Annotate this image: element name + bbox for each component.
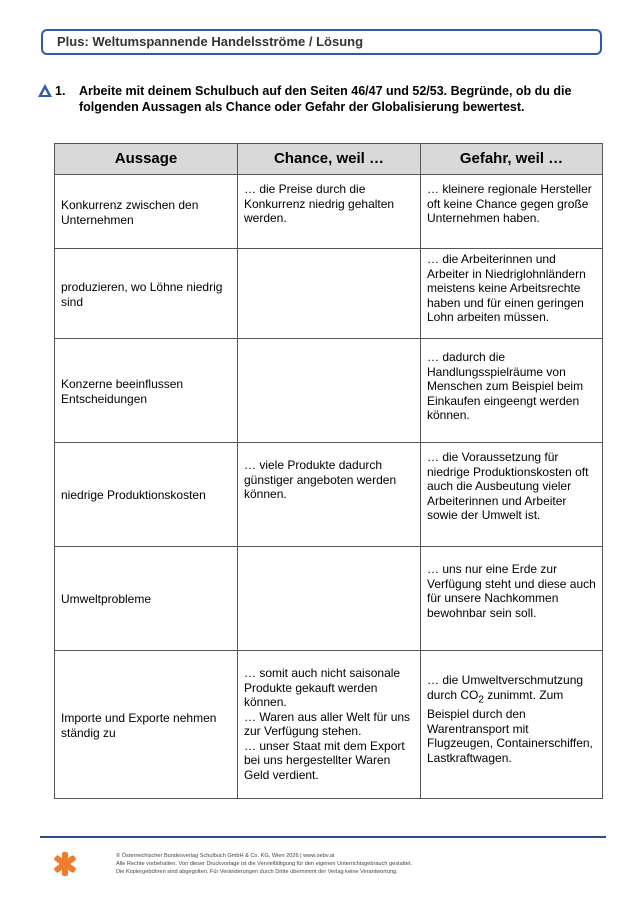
gefahr-text-end: zunimmt. Zum Beispiel durch den Warentransport mit Flugzeugen, Containerschiffen, Lastkraftwagen.	[427, 687, 593, 765]
cell-gefahr: … kleinere regionale Hersteller oft keine Chance gegen große Unternehmen haben.	[421, 175, 603, 249]
cell-aussage: produzieren, wo Löhne niedrig sind	[55, 249, 238, 339]
co2-subscript: 2	[478, 693, 484, 705]
table-header-row	[55, 144, 603, 175]
cell-chance: … viele Produkte dadurch günstiger angeboten werden können.	[238, 443, 421, 547]
cell-chance	[238, 651, 421, 799]
footer-rights: Alle Rechte vorbehalten. Von dieser Druckvorlage ist die Vervielfältigung für den eigenen Unterrichtsgebrauch gestattet.	[116, 861, 413, 867]
task-number: 1.	[55, 84, 66, 98]
footer-text	[116, 852, 596, 876]
cell-aussage: niedrige Produktionskosten	[55, 443, 238, 547]
task-text: Arbeite mit deinem Schulbuch auf den Seiten 46/47 und 52/53. Begründe, ob du die folgenden Aussagen als Chance oder Gefahr der Globalisierung bewertest.	[79, 84, 572, 114]
footer-copyright: © Österreichischer Bundesverlag Schulbuch GmbH & Co. KG, Wien 2026 | www.oebv.at	[116, 853, 335, 859]
cell-gefahr: … die Voraussetzung für niedrige Produktionskosten oft auch die Ausbeutung vieler Arbeiterinnen und Arbeiter sowie der Umwelt ist.	[421, 443, 603, 547]
cell-chance	[238, 339, 421, 443]
cell-aussage: Konkurrenz zwischen den Unternehmen	[55, 175, 238, 249]
chance-line: … unser Staat mit dem Export bei uns hergestellter Waren Geld verdient.	[244, 738, 405, 782]
header-gefahr: Gefahr, weil …	[421, 144, 603, 175]
page-title: Plus: Weltumspannende Handelsströme / Lösung	[57, 34, 364, 49]
cell-aussage: Konzerne beeinflussen Entscheidungen	[55, 339, 238, 443]
blue-triangle-icon	[38, 84, 52, 97]
orange-star-logo	[52, 851, 78, 877]
cell-chance	[238, 547, 421, 651]
table-row	[55, 547, 603, 651]
table-row	[55, 443, 603, 547]
evaluation-table	[54, 143, 603, 799]
footer-divider	[40, 836, 606, 838]
cell-gefahr: … uns nur eine Erde zur Verfügung steht und diese auch für unsere Nachkommen bewohnbar sein soll.	[421, 547, 603, 651]
cell-aussage: Importe und Exporte nehmen ständig zu	[55, 651, 238, 799]
chance-line: … somit auch nicht saisonale Produkte gekauft werden können.	[244, 666, 401, 709]
cell-chance	[238, 249, 421, 339]
cell-gefahr: … dadurch die Handlungsspielräume von Menschen zum Beispiel beim Einkaufen eingeengt werden können.	[421, 339, 603, 443]
cell-aussage: Umweltprobleme	[55, 547, 238, 651]
page-title-box	[41, 29, 602, 55]
header-chance: Chance, weil …	[238, 144, 421, 175]
table-row	[55, 651, 603, 799]
header-aussage: Aussage	[55, 144, 238, 175]
cell-gefahr	[421, 651, 603, 799]
table-row	[55, 175, 603, 249]
table-row	[55, 249, 603, 339]
gefahr-text-start: … die Umweltverschmutzung durch CO	[427, 673, 584, 702]
cell-chance: … die Preise durch die Konkurrenz niedrig gehalten werden.	[238, 175, 421, 249]
table-row	[55, 339, 603, 443]
chance-line: … Waren aus aller Welt für uns zur Verfügung stehen.	[244, 709, 411, 738]
footer-fees: Die Kopiergebühren sind abgegolten. Für Veränderungen durch Dritte übernimmt der Verlag keine Verantwortung.	[116, 869, 398, 875]
cell-gefahr: … die Arbeiterinnen und Arbeiter in Niedriglohnländern meistens keine Arbeitsrechte haben und für einen geringen Lohn arbeiten müssen.	[421, 249, 603, 339]
